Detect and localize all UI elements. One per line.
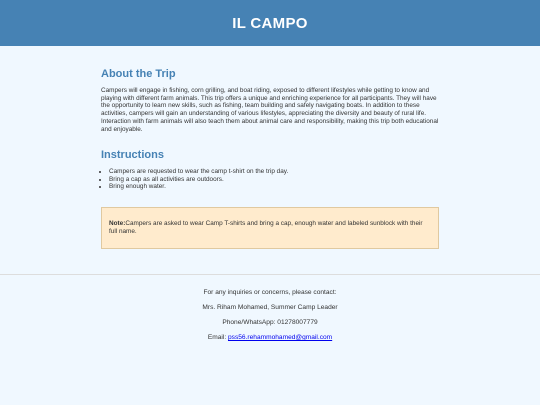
- site-header: [0, 0, 540, 46]
- list-item: • Bring enough water.: [109, 183, 439, 191]
- note-label: Note:: [109, 220, 126, 227]
- instructions-list: [101, 168, 439, 191]
- about-heading: About the Trip: [101, 68, 176, 80]
- instructions-heading: Instructions: [101, 149, 164, 162]
- footer: [0, 274, 540, 405]
- footer-email-label: Email:: [207, 334, 228, 342]
- main-content: [101, 46, 439, 249]
- footer-contact-name: Mrs. Riham Mohamed, Summer Camp Leader: [202, 304, 338, 312]
- list-item: • Campers are requested to wear the camp t-shirt on the trip day.: [109, 168, 439, 176]
- site-title: IL CAMPO: [232, 14, 308, 32]
- list-item: • Bring a cap as all activities are outdoors.: [109, 176, 439, 184]
- footer-email-line: [0, 334, 540, 341]
- footer-inquiry: For any inquiries or concerns, please contact:: [203, 289, 337, 296]
- about-text: Campers will engage in fishing, corn grilling, and boat riding, exposed to different lifestyles while getting to know and playing with different farm animals. This trip offers a unique and enriching experience for all participants. They will have the opportunity to learn new skills, such as fishing, team building and safely navigating boats. In addition to these activities, campers will gain an understanding of various lifestyles, appreciating the diversity and beauty of rural life. Interaction with farm animals will also teach them about animal care and responsibility, making this trip both educational and enjoyable.: [101, 87, 439, 133]
- note-text: Campers are asked to wear Camp T-shirts and bring a cap, enough water and labeled sunblock with their full name.: [109, 220, 423, 235]
- email-link[interactable]: pss56.rehammohamed@gmail.com: [227, 334, 333, 342]
- footer-phone: Phone/WhatsApp: 01278007779: [222, 319, 318, 327]
- note-box: [101, 207, 439, 249]
